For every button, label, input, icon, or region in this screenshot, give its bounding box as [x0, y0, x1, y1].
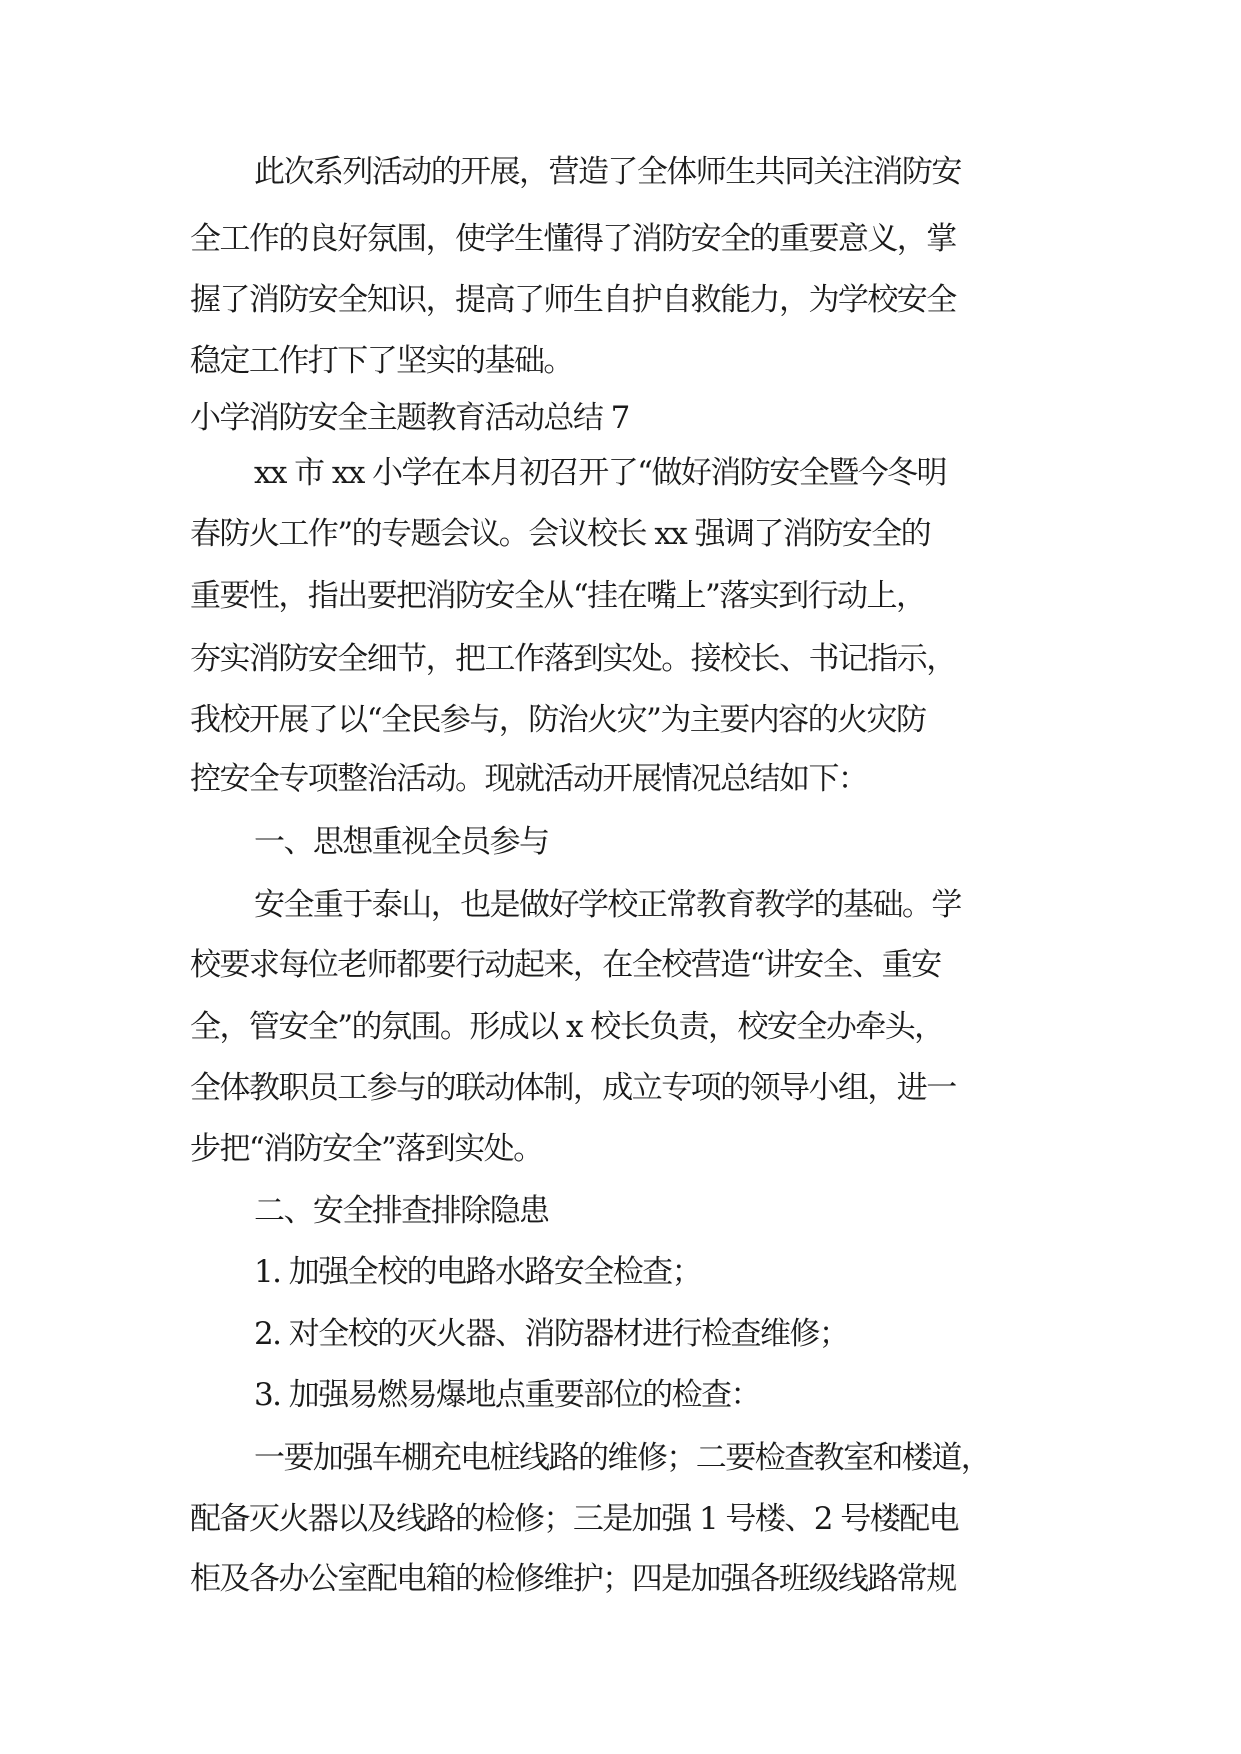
list-item: 1. 加强全校的电路水路安全检查； [254, 1254, 702, 1290]
list-item: 3. 加强易燃易爆地点重要部位的检查： [254, 1377, 760, 1413]
paragraph-line: xx 市 xx 小学在本月初召开了“做好消防安全暨今冬明 [254, 455, 946, 491]
paragraph-line: 配备灭火器以及线路的检修；三是加强 1 号楼、2 号楼配电 [190, 1501, 959, 1537]
paragraph-line: 全体教职员工参与的联动体制，成立专项的领导小组，进一 [190, 1070, 956, 1106]
paragraph-line: 校要求每位老师都要行动起来，在全校营造“讲安全、重安 [190, 947, 941, 983]
paragraph-line: 柜及各办公室配电箱的检修维护；四是加强各班级线路常规 [190, 1561, 956, 1597]
paragraph-line: 控安全专项整治活动。现就活动开展情况总结如下： [190, 761, 868, 797]
paragraph-line: 一要加强车棚充电桩线路的维修；二要检查教室和楼道， [254, 1440, 991, 1476]
paragraph-line: 全，管安全”的氛围。形成以 x 校长负责，校安全办牵头， [190, 1009, 944, 1045]
paragraph-line: 我校开展了以“全民参与，防治火灾”为主要内容的火灾防 [190, 702, 926, 738]
paragraph-line: 稳定工作打下了坚实的基础。 [190, 343, 573, 379]
paragraph-line: 春防火工作”的专题会议。会议校长 xx 强调了消防安全的 [190, 516, 931, 552]
paragraph-line: 握了消防安全知识，提高了师生自护自救能力，为学校安全 [190, 282, 956, 318]
paragraph-line: 安全重于泰山，也是做好学校正常教育教学的基础。学 [254, 887, 961, 923]
paragraph-line: 此次系列活动的开展，营造了全体师生共同关注消防安 [254, 154, 961, 190]
list-item: 2. 对全校的灭火器、消防器材进行检查维修； [254, 1316, 849, 1352]
section-title: 小学消防安全主题教育活动总结 7 [190, 400, 629, 436]
paragraph-line: 全工作的良好氛围，使学生懂得了消防安全的重要意义，掌 [190, 221, 956, 257]
paragraph-line: 夯实消防安全细节，把工作落到实处。接校长、书记指示， [190, 641, 956, 677]
section-heading: 一、思想重视全员参与 [254, 824, 549, 860]
paragraph-line: 步把“消防安全”落到实处。 [190, 1131, 543, 1167]
section-heading: 二、安全排查排除隐患 [254, 1193, 549, 1229]
paragraph-line: 重要性，指出要把消防安全从“挂在嘴上”落实到行动上， [190, 578, 926, 614]
